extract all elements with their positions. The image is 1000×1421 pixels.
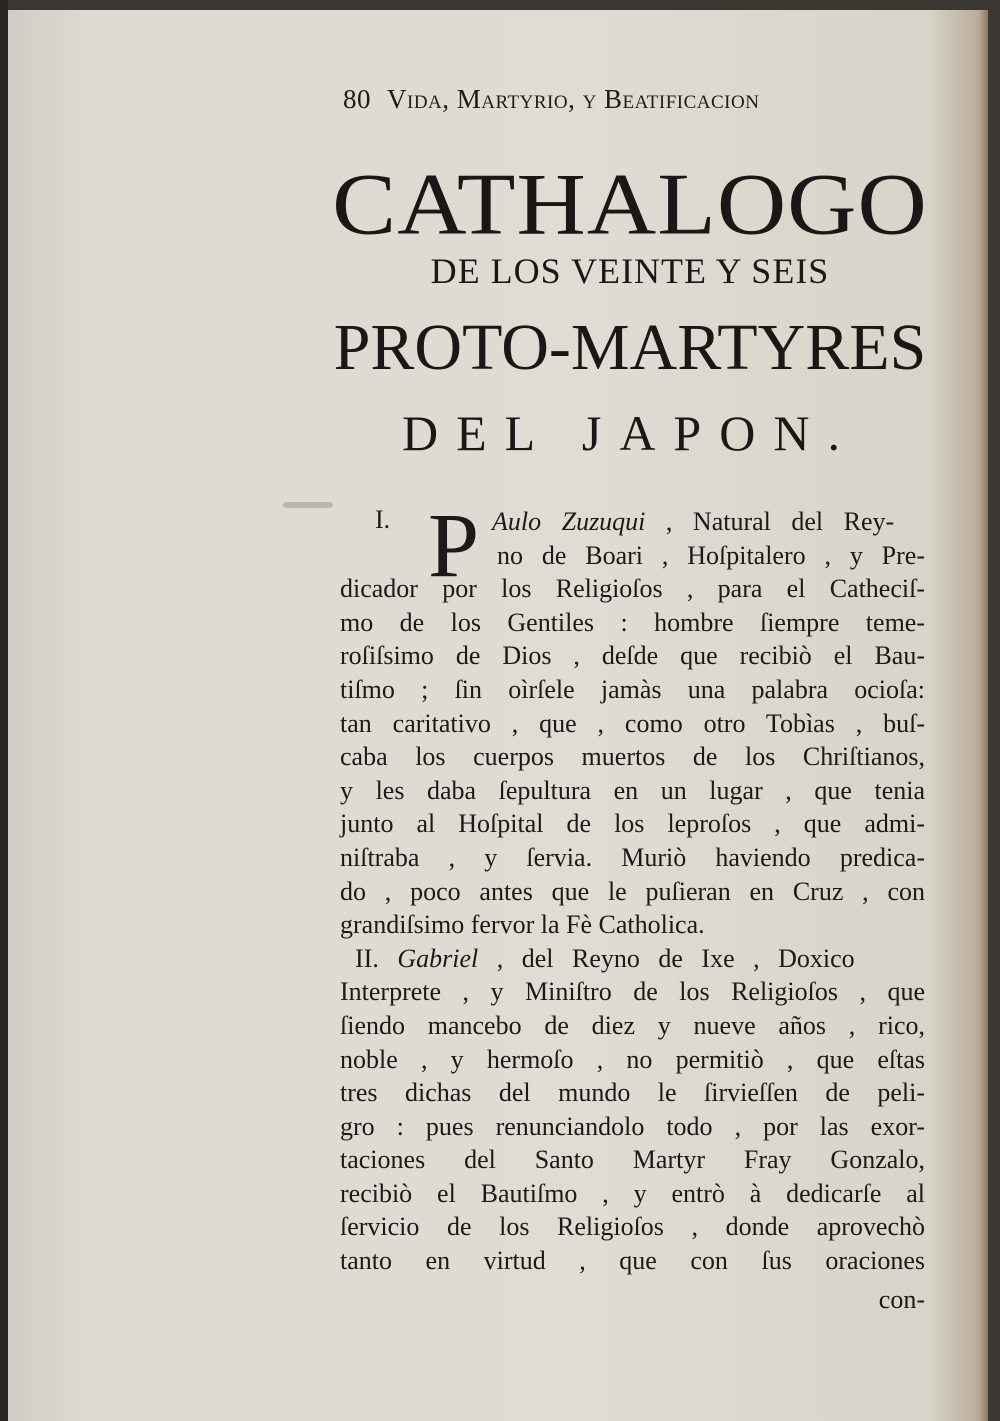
text-line: dicador por los Religioſos , para el Catheciſ- <box>340 574 925 604</box>
title-subline: DE LOS VEINTE Y SEIS <box>430 251 830 291</box>
running-title: Vida, Martyrio, y Beatificacion <box>387 84 760 114</box>
text-line: no de Boari , Hoſpitalero , y Pre- <box>497 540 925 570</box>
drop-cap: P <box>428 494 480 596</box>
text-line: taciones del Santo Martyr Fray Gonzalo, <box>340 1145 925 1175</box>
title-proto-martyres: PROTO-MARTYRES <box>333 311 927 384</box>
text-line: gro : pues renunciandolo todo , por las exor- <box>340 1111 925 1141</box>
text-line: y les daba ſepultura en un lugar , que tenia <box>340 775 925 805</box>
catchword: con- <box>878 1285 925 1314</box>
text-line: ſervicio de los Religioſos , donde aprovechò <box>340 1212 925 1242</box>
text-line: niſtraba , y ſervia. Muriò haviendo predica- <box>340 842 925 872</box>
line-text: , Natural del Rey- <box>665 507 895 536</box>
entry-numeral: I. <box>375 505 391 534</box>
running-header <box>343 84 873 115</box>
book-spine-shadow <box>0 0 8 1421</box>
text-line: tanto en virtud , que con ſus oraciones <box>340 1246 925 1276</box>
page-number: 80 <box>343 84 371 114</box>
text-line: tres dichas del mundo le ſirvieſſen de peli- <box>340 1078 925 1108</box>
text-line: ſiendo mancebo de diez y nueve años , rico, <box>340 1010 925 1040</box>
title-del-japon: DEL JAPON. <box>402 405 858 461</box>
entry-numeral: II. <box>355 943 379 973</box>
entry-name: Gabriel <box>397 943 479 973</box>
body-text <box>340 494 925 1314</box>
entry-name: Aulo Zuzuqui <box>492 507 646 536</box>
text-line <box>340 942 925 976</box>
text-line: tiſmo ; ſin oìrſele jamàs una palabra ocioſa: <box>340 674 925 704</box>
text-line: tan caritativo , que , como otro Tobìas , buſ- <box>340 708 925 738</box>
text-line: grandiſsimo fervor la Fè Catholica. <box>340 910 705 940</box>
text-line: caba los cuerpos muertos de los Chriſtianos, <box>340 742 925 772</box>
ink-smudge <box>283 502 333 508</box>
text-line: Interprete , y Miniſtro de los Religioſos , que <box>340 977 925 1007</box>
text-line: junto al Hoſpital de los leproſos , que admi- <box>340 809 925 839</box>
title-cathalogo: CATHALOGO <box>332 154 928 253</box>
text-line: recibiò el Bautiſmo , y entrò à dedicarſe al <box>340 1178 925 1208</box>
text-line: noble , y hermoſo , no permitiò , que eſtas <box>340 1044 925 1074</box>
line-text: , del Reyno de Ixe , Doxico <box>496 943 855 973</box>
text-line: mo de los Gentiles : hombre ſiempre teme- <box>340 607 925 637</box>
text-line: roſiſsimo de Dios , deſde que recibiò el Bau- <box>340 641 925 671</box>
text-line: do , poco antes que le puſieran en Cruz , con <box>340 876 925 906</box>
